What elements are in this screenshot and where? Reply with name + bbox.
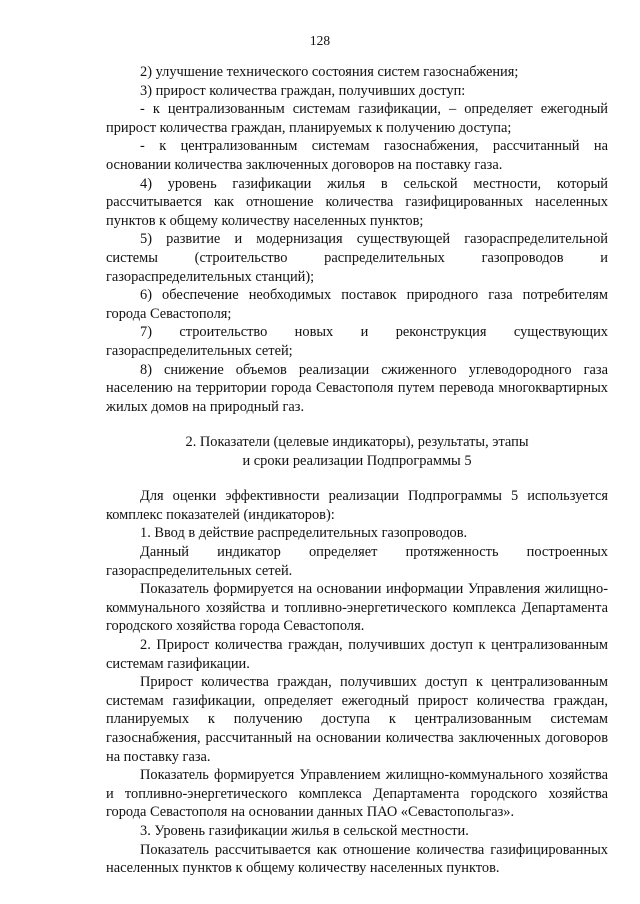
indicator-2-title: 2. Прирост количества граждан, получивших доступ к централизованным системам газификации. xyxy=(106,637,608,672)
list-subitem-gas-supply: - к централизованным системам газоснабжения, рассчитанный на основании количества заключенных договоров на поставку газа. xyxy=(106,138,608,173)
list-item-8: 8) снижение объемов реализации сжиженного углеводородного газа населению на территории города Севастополя путем перевода многоквартирных жилых домов на природный газ. xyxy=(106,361,608,415)
indicator-1-source: Показатель формируется на основании информации Управления жилищно-коммунального хозяйства и топливно-энергетического комплекса Департамента городского хозяйства города Севастополя. xyxy=(106,581,608,635)
list-item-5: 5) развитие и модернизация существующей газораспределительной системы (строительство распределительных газопроводов и газораспределительных станций); xyxy=(106,231,608,285)
indicator-2-source: Показатель формируется Управлением жилищно-коммунального хозяйства и топливно-энергетического комплекса Департамента городского хозяйства города Севастополя на основании данных ПАО «Севастопольгаз». xyxy=(106,767,608,821)
indicator-3-title: 3. Уровень газификации жилья в сельской местности. xyxy=(140,822,469,839)
document-body xyxy=(106,63,608,878)
paragraph-intro: Для оценки эффективности реализации Подпрограммы 5 используется комплекс показателей (индикаторов): xyxy=(106,488,608,523)
indicator-1-title: 1. Ввод в действие распределительных газопроводов. xyxy=(140,525,468,542)
list-subitem-gasification: - к централизованным системам газификации, – определяет ежегодный прирост количества граждан, планируемых к получению доступа; xyxy=(106,101,608,136)
section-heading xyxy=(106,433,608,471)
list-item-6: 6) обеспечение необходимых поставок природного газа потребителям города Севастополя; xyxy=(106,287,608,322)
list-item-7: 7) строительство новых и реконструкция существующих газораспределительных сетей; xyxy=(106,324,608,359)
list-item-3: 3) прирост количества граждан, получивших доступ: xyxy=(140,82,466,99)
page-number: 128 xyxy=(309,33,331,48)
indicator-1-description: Данный индикатор определяет протяженность построенных газораспределительных сетей. xyxy=(106,544,608,579)
section-heading-line-1: 2. Показатели (целевые индикаторы), результаты, этапы xyxy=(185,434,529,451)
section-heading-line-2: и сроки реализации Подпрограммы 5 xyxy=(242,453,472,470)
indicator-2-description: Прирост количества граждан, получивших доступ к централизованным системам газификации, определяет ежегодный прирост количества граждан, планируемых к получению доступа к централизованным системам газоснабжения, рассчитанный на основании количества заключенных договоров на поставку газа. xyxy=(106,674,608,765)
indicator-3-description: Показатель рассчитывается как отношение количества газифицированных населенных пунктов к общему количеству населенных пунктов. xyxy=(106,841,608,877)
list-item-4: 4) уровень газификации жилья в сельской местности, который рассчитывается как отношение количества газифицированных населенных пунктов к общему количеству населенных пунктов; xyxy=(106,175,608,229)
list-item-2: 2) улучшение технического состояния систем газоснабжения; xyxy=(140,64,519,80)
